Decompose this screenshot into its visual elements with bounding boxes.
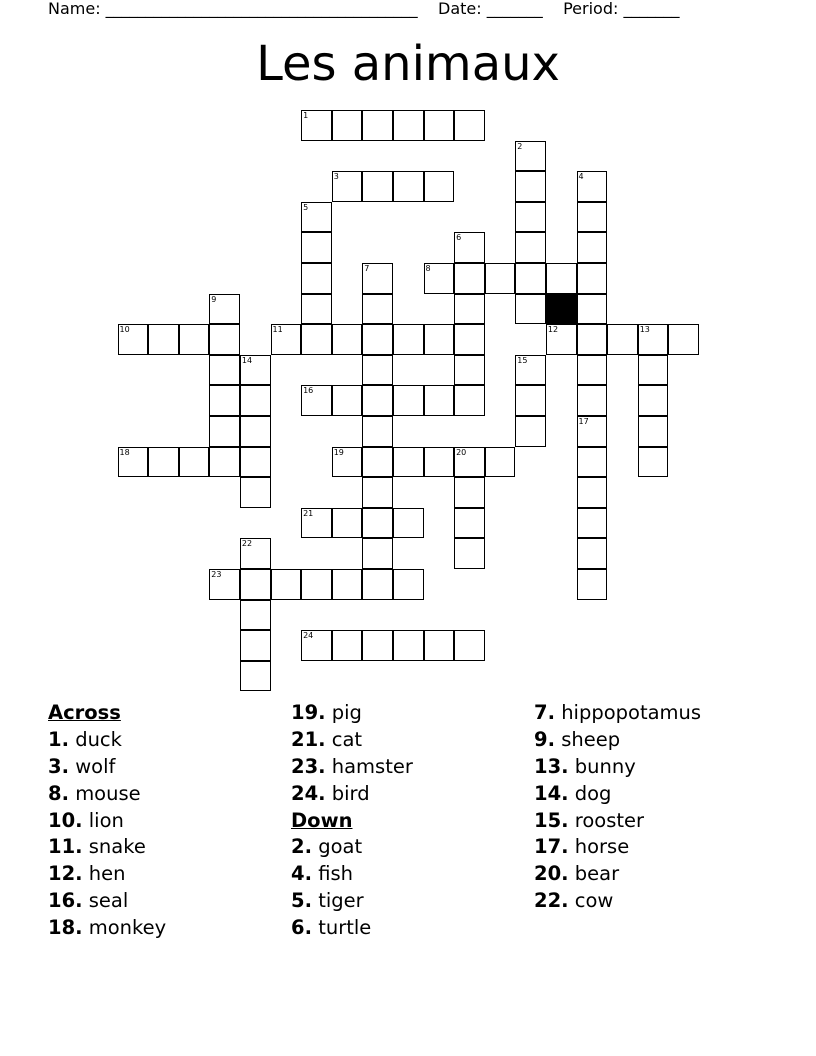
cell-number: 2: [517, 141, 523, 151]
worksheet-header: Name: _______________________________________ Date: _______ Period: _______: [48, 0, 680, 18]
crossword-cell[interactable]: [515, 263, 546, 294]
crossword-cell[interactable]: [301, 263, 332, 294]
crossword-cell[interactable]: [393, 324, 424, 355]
crossword-cell[interactable]: [362, 477, 393, 508]
crossword-cell[interactable]: [515, 232, 546, 263]
clue-number: 12.: [48, 862, 83, 886]
crossword-cell[interactable]: [577, 294, 608, 325]
crossword-cell[interactable]: [638, 355, 669, 386]
crossword-cell[interactable]: [424, 447, 455, 478]
crossword-cell[interactable]: [362, 294, 393, 325]
crossword-cell[interactable]: [485, 447, 516, 478]
down-heading: Down: [291, 808, 353, 832]
crossword-cell[interactable]: [332, 447, 363, 478]
crossword-cell[interactable]: [209, 385, 240, 416]
crossword-cell[interactable]: [362, 263, 393, 294]
clue-across-21: [291, 727, 413, 754]
crossword-cell[interactable]: [240, 661, 271, 692]
clue-number: 20.: [534, 862, 569, 886]
crossword-cell[interactable]: [668, 324, 699, 355]
crossword-cell[interactable]: [515, 416, 546, 447]
crossword-cell[interactable]: [424, 324, 455, 355]
clue-text: mouse: [75, 781, 141, 805]
crossword-cell[interactable]: [301, 202, 332, 233]
crossword-cell[interactable]: [179, 324, 210, 355]
clue-down-7: [534, 700, 701, 727]
clue-text: duck: [75, 727, 122, 751]
crossword-cell[interactable]: [424, 385, 455, 416]
clue-text: hippopotamus: [561, 701, 702, 724]
crossword-cell[interactable]: [454, 355, 485, 386]
crossword-cell[interactable]: [638, 416, 669, 447]
crossword-cell[interactable]: [209, 355, 240, 386]
crossword-cell[interactable]: [240, 385, 271, 416]
clue-down-14: [534, 781, 701, 808]
clue-text: pig: [331, 701, 362, 724]
crossword-cell[interactable]: [362, 355, 393, 386]
clue-text: horse: [574, 835, 630, 859]
clue-text: hamster: [331, 754, 413, 778]
crossword-cell[interactable]: [362, 447, 393, 478]
cell-number: 11: [272, 325, 283, 335]
cell-number: 20: [456, 447, 467, 457]
crossword-cell[interactable]: [546, 324, 577, 355]
crossword-cell[interactable]: [301, 508, 332, 539]
clue-text: tiger: [318, 889, 364, 913]
clue-text: snake: [88, 835, 146, 859]
crossword-cell[interactable]: [577, 416, 608, 447]
clue-down-4: [291, 861, 413, 888]
crossword-cell[interactable]: [454, 263, 485, 294]
clue-number: 8.: [48, 781, 69, 805]
crossword-cell[interactable]: [362, 416, 393, 447]
crossword-cell[interactable]: [454, 630, 485, 661]
crossword-cell[interactable]: [332, 324, 363, 355]
cell-number: 10: [119, 325, 130, 335]
crossword-cell[interactable]: [332, 385, 363, 416]
crossword-cell[interactable]: [362, 508, 393, 539]
crossword-cell[interactable]: [209, 569, 240, 600]
crossword-cell[interactable]: [240, 600, 271, 631]
crossword-cell[interactable]: [607, 324, 638, 355]
clue-across-24: [291, 781, 413, 808]
clue-number: 24.: [291, 781, 326, 805]
crossword-cell[interactable]: [393, 569, 424, 600]
crossword-cell[interactable]: [362, 569, 393, 600]
clue-text: cow: [574, 889, 614, 913]
clue-number: 23.: [291, 754, 326, 778]
crossword-cell[interactable]: [577, 569, 608, 600]
crossword-cell[interactable]: [577, 263, 608, 294]
clue-across-12: [48, 861, 166, 888]
cell-number: 13: [639, 325, 650, 335]
crossword-cell[interactable]: [424, 630, 455, 661]
cell-number: 1: [303, 111, 309, 120]
crossword-cell[interactable]: [638, 385, 669, 416]
blocked-cell: [546, 294, 577, 325]
crossword-cell[interactable]: [240, 416, 271, 447]
crossword-cell[interactable]: [332, 569, 363, 600]
crossword-cell[interactable]: [454, 477, 485, 508]
crossword-cell[interactable]: [393, 171, 424, 202]
clue-text: rooster: [574, 808, 645, 832]
crossword-cell[interactable]: [638, 324, 669, 355]
clue-text: fish: [318, 862, 353, 886]
crossword-cell[interactable]: [393, 630, 424, 661]
crossword-cell[interactable]: [454, 385, 485, 416]
crossword-cell[interactable]: [393, 447, 424, 478]
cell-number: 18: [119, 447, 130, 457]
clue-across-8: [48, 781, 166, 808]
crossword-cell[interactable]: [301, 324, 332, 355]
crossword-cell[interactable]: [240, 630, 271, 661]
clue-across-23: [291, 754, 413, 781]
clue-across-11: [48, 834, 166, 861]
clue-across-19: [291, 700, 413, 727]
clue-number: 14.: [534, 781, 569, 805]
cell-number: 15: [517, 355, 528, 365]
crossword-cell[interactable]: [393, 110, 424, 141]
crossword-cell[interactable]: [515, 141, 546, 172]
crossword-cell[interactable]: [362, 110, 393, 141]
crossword-cell[interactable]: [393, 385, 424, 416]
cell-number: 5: [303, 202, 309, 212]
crossword-cell[interactable]: [577, 508, 608, 539]
crossword-cell[interactable]: [362, 171, 393, 202]
crossword-cell[interactable]: [454, 508, 485, 539]
clue-down-13: [534, 754, 701, 781]
cell-number: 21: [303, 508, 314, 518]
clue-text: hen: [88, 862, 126, 886]
clue-number: 13.: [534, 754, 569, 778]
crossword-cell[interactable]: [424, 110, 455, 141]
cell-number: 12: [547, 325, 559, 335]
crossword-cell[interactable]: [515, 202, 546, 233]
crossword-cell[interactable]: [362, 630, 393, 661]
crossword-cell[interactable]: [118, 447, 149, 478]
clue-across-1: [48, 727, 166, 754]
crossword-cell[interactable]: [301, 385, 332, 416]
crossword-cell[interactable]: [209, 447, 240, 478]
crossword-cell[interactable]: [301, 232, 332, 263]
clue-text: seal: [88, 889, 129, 913]
crossword-cell[interactable]: [577, 385, 608, 416]
cell-number: 14: [241, 355, 253, 365]
crossword-cell[interactable]: [301, 630, 332, 661]
clue-number: 18.: [48, 916, 83, 940]
crossword-cell[interactable]: [577, 324, 608, 355]
clue-across-18: [48, 915, 166, 942]
cell-number: 8: [425, 264, 431, 273]
clue-number: 10.: [48, 808, 83, 832]
crossword-cell[interactable]: [332, 171, 363, 202]
crossword-cell[interactable]: [148, 324, 179, 355]
clue-number: 2.: [291, 835, 312, 859]
clue-down-17: [534, 834, 701, 861]
crossword-cell[interactable]: [638, 447, 669, 478]
clue-across-16: [48, 888, 166, 915]
cell-number: 24: [303, 631, 314, 641]
clue-text: sheep: [561, 727, 621, 751]
crossword-cell[interactable]: [332, 630, 363, 661]
cell-number: 23: [211, 570, 222, 579]
clue-text: wolf: [75, 754, 116, 778]
clue-number: 15.: [534, 808, 569, 832]
crossword-cell[interactable]: [393, 508, 424, 539]
cell-number: 19: [333, 447, 344, 457]
crossword-cell[interactable]: [179, 447, 210, 478]
clue-text: bunny: [574, 754, 636, 778]
clues-column-1: [48, 700, 166, 942]
crossword-cell[interactable]: [148, 447, 179, 478]
clue-text: turtle: [318, 916, 372, 940]
cell-number: 17: [578, 417, 589, 426]
crossword-cell[interactable]: [424, 263, 455, 294]
clue-number: 21.: [291, 727, 326, 751]
clue-number: 16.: [48, 889, 83, 913]
clue-down-20: [534, 861, 701, 888]
crossword-cell[interactable]: [332, 110, 363, 141]
clue-across-3: [48, 754, 166, 781]
clue-number: 6.: [291, 916, 312, 940]
clue-down-15: [534, 808, 701, 835]
clue-text: goat: [318, 835, 363, 859]
clue-number: 9.: [534, 727, 555, 751]
cell-number: 4: [578, 172, 584, 182]
clue-down-6: [291, 915, 413, 942]
cell-number: 7: [364, 264, 370, 273]
clue-number: 4.: [291, 862, 312, 886]
clue-across-10: [48, 808, 166, 835]
crossword-cell[interactable]: [240, 355, 271, 386]
clue-text: bird: [331, 781, 370, 805]
clue-number: 5.: [291, 889, 312, 913]
clue-down-9: [534, 727, 701, 754]
clues-column-2: [291, 700, 413, 942]
clue-text: monkey: [88, 916, 167, 940]
crossword-cell[interactable]: [424, 171, 455, 202]
crossword-cell[interactable]: [301, 110, 332, 141]
crossword-cell[interactable]: [362, 385, 393, 416]
crossword-cell[interactable]: [454, 447, 485, 478]
crossword-cell[interactable]: [577, 447, 608, 478]
clue-text: bear: [574, 862, 620, 886]
clue-down-5: [291, 888, 413, 915]
clue-number: 17.: [534, 835, 569, 859]
clue-number: 22.: [534, 889, 569, 913]
crossword-cell[interactable]: [485, 263, 516, 294]
clue-text: lion: [88, 808, 124, 832]
crossword-cell[interactable]: [240, 477, 271, 508]
crossword-cell[interactable]: [577, 477, 608, 508]
clue-text: cat: [331, 727, 363, 751]
clue-down-2: [291, 834, 413, 861]
crossword-cell[interactable]: [209, 324, 240, 355]
crossword-cell[interactable]: [454, 232, 485, 263]
crossword-cell[interactable]: [515, 355, 546, 386]
crossword-cell[interactable]: [362, 324, 393, 355]
cell-number: 6: [456, 233, 462, 243]
crossword-cell[interactable]: [240, 447, 271, 478]
crossword-cell[interactable]: [271, 324, 302, 355]
clue-number: 19.: [291, 701, 326, 724]
crossword-cell[interactable]: [454, 324, 485, 355]
crossword-cell[interactable]: [515, 294, 546, 325]
cell-number: 9: [211, 294, 217, 304]
crossword-cell[interactable]: [454, 294, 485, 325]
clue-number: 1.: [48, 727, 69, 751]
crossword-cell[interactable]: [515, 171, 546, 202]
cell-number: 3: [333, 172, 339, 182]
crossword-cell[interactable]: [362, 538, 393, 569]
clue-number: 3.: [48, 754, 69, 778]
crossword-cell[interactable]: [301, 294, 332, 325]
crossword-cell[interactable]: [209, 416, 240, 447]
crossword-cell[interactable]: [240, 569, 271, 600]
crossword-cell[interactable]: [577, 355, 608, 386]
crossword-cell[interactable]: [332, 508, 363, 539]
crossword-cell[interactable]: [546, 263, 577, 294]
crossword-cell[interactable]: [515, 385, 546, 416]
crossword-cell[interactable]: [209, 294, 240, 325]
crossword-cell[interactable]: [577, 232, 608, 263]
crossword-cell[interactable]: [118, 324, 149, 355]
crossword-cell[interactable]: [240, 538, 271, 569]
crossword-cell[interactable]: [454, 538, 485, 569]
clue-number: 11.: [48, 835, 83, 859]
across-heading: Across: [48, 701, 121, 724]
crossword-cell[interactable]: [301, 569, 332, 600]
clue-number: 7.: [534, 701, 555, 724]
crossword-cell[interactable]: [577, 171, 608, 202]
clue-down-22: [534, 888, 701, 915]
clue-text: dog: [574, 781, 612, 805]
cell-number: 22: [241, 539, 253, 549]
cell-number: 16: [303, 386, 314, 396]
clues-column-3: [534, 700, 701, 915]
crossword-cell[interactable]: [577, 202, 608, 233]
crossword-cell[interactable]: [454, 110, 485, 141]
crossword-cell[interactable]: [271, 569, 302, 600]
page-title: Les animaux: [256, 36, 560, 92]
crossword-cell[interactable]: [577, 538, 608, 569]
